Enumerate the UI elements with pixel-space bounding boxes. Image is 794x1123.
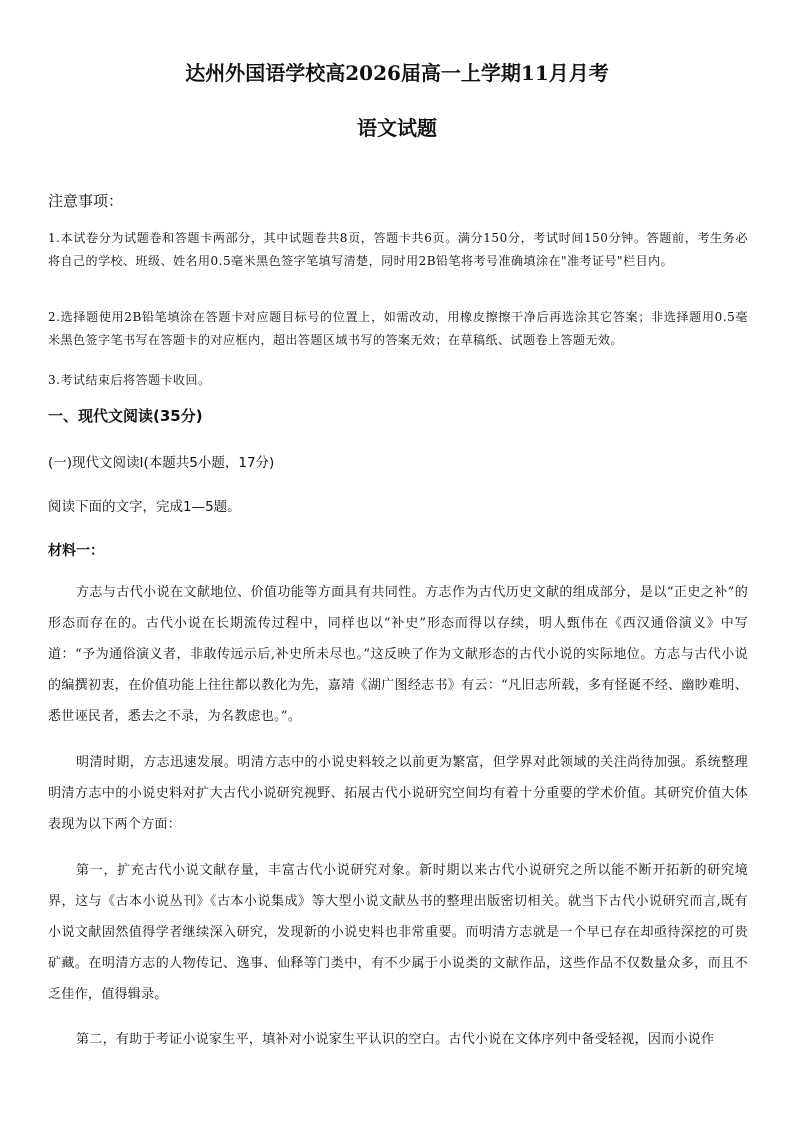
notice-heading: 注意事项： bbox=[48, 192, 124, 210]
notice-item-2: 2.选择题使用2B铅笔填涂在答题卡对应题目标号的位置上，如需改动，用橡皮擦擦干净后再选涂其它答案；非选择题用0.5毫米黑色签字笔书写在答题卡的对应框内，超出答题区域书写的答案无效；在草稿纸、试题卷上答题无效。 bbox=[48, 310, 748, 347]
part-title: (一)现代文阅读Ⅰ(本题共5小题，17分) bbox=[48, 455, 275, 471]
section-title: 一、现代文阅读(35分) bbox=[48, 407, 203, 425]
material-paragraph-1: 方志与古代小说在文献地位、价值功能等方面具有共同性。方志作为古代历史文献的组成部分，是以“正史之补”的形态而存在的。古代小说在长期流传过程中，同样也以“补史”形态而得以存续，明人甄伟在《西汉通俗演义》中写道：“予为通俗演义者，非敢传远示后,补史所未尽也。”这反映了作为文献形态的古代小说的实际地位。方志与古代小说的编撰初衷，在价值功能上往往都以教化为先，嘉靖《湖广图经志书》有云：“凡旧志所载，多有怪诞不经、幽眇难明、悉世诬民者，悉去之不录，为名教虑也。”。 bbox=[48, 585, 748, 724]
material-paragraph-2: 明清时期，方志迅速发展。明清方志中的小说史料较之以前更为繁富，但学界对此领域的关注尚待加强。系统整理明清方志中的小说史料对扩大古代小说研究视野、拓展古代小说研究空间均有着十分重要的学术价值。其研究价值大体表现为以下两个方面： bbox=[48, 755, 748, 832]
reading-instruction: 阅读下面的文字，完成1—5题。 bbox=[48, 499, 241, 515]
material-paragraph-3: 第一，扩充古代小说文献存量，丰富古代小说研究对象。新时期以来古代小说研究之所以能不断开拓新的研究境界，这与《古本小说丛刊》《古本小说集成》等大型小说文献丛书的整理出版密切相关。就当下古代小说研究而言,既有小说文献固然值得学者继续深入研究，发现新的小说史料也非常重要。而明清方志就是一个早已存在却亟待深挖的可贵矿藏。在明清方志的人物传记、逸事、仙释等门类中，有不少属于小说类的文献作品，这些作品不仅数量众多，而且不乏佳作，值得辑录。 bbox=[48, 863, 748, 1002]
material-label: 材料一： bbox=[48, 543, 104, 559]
exam-title: 达州外国语学校高2026届高一上学期11月月考 bbox=[185, 61, 609, 85]
notice-item-1: 1.本试卷分为试题卷和答题卡两部分，其中试题卷共8页，答题卡共6页。满分150分，考试时间150分钟。答题前，考生务必将自己的学校、班级、姓名用0.5毫米黑色签字笔填写清楚，同时用2B铅笔将考号准确填涂在"准考证号"栏目内。 bbox=[48, 231, 748, 268]
notice-item-3: 3.考试结束后将答题卡收回。 bbox=[48, 373, 211, 387]
material-paragraph-4: 第二，有助于考证小说家生平，填补对小说家生平认识的空白。古代小说在文体序列中备受轻视，因而小说作 bbox=[76, 1032, 715, 1047]
exam-subtitle: 语文试题 bbox=[357, 116, 437, 140]
